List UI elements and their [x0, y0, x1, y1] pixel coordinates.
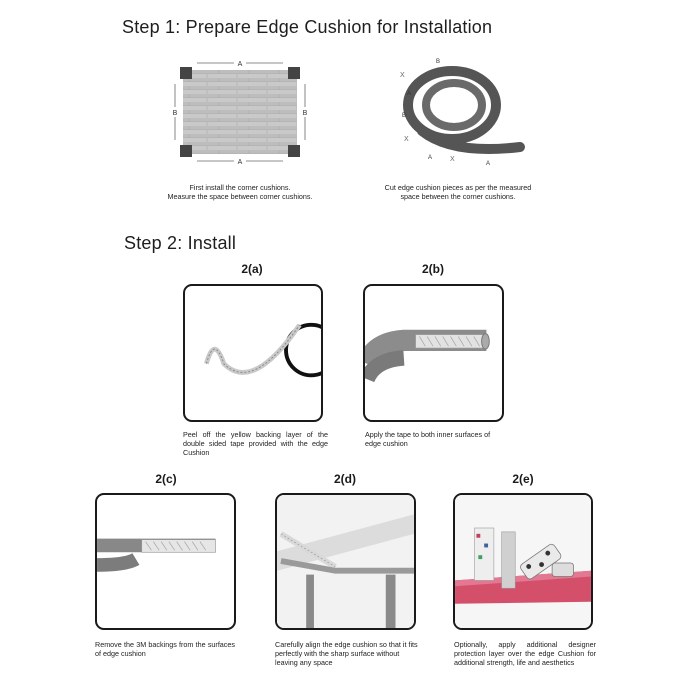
coil-illustration [392, 55, 532, 180]
roll-label-5: A [486, 161, 491, 167]
step1-right-caption [358, 183, 558, 201]
panel-2e-label: 2(e) [512, 472, 534, 486]
label-a-bottom: A [237, 159, 243, 166]
panel-2b-label: 2(b) [422, 262, 444, 276]
remove-backing-illustration [97, 495, 234, 628]
panel-2d-image [275, 493, 416, 630]
designer-layer-illustration [455, 495, 591, 628]
panel-2a-caption: Peel off the yellow backing layer of the double sided tape provided with the edge Cushion [183, 430, 328, 457]
apply-tape-illustration [365, 286, 502, 420]
table-top-illustration [165, 58, 315, 166]
step1-left-caption-line2: Measure the space between corner cushions. [167, 192, 313, 201]
roll-label-2: A [407, 91, 412, 97]
step1-right-caption-line2: space between the corner cushions. [400, 192, 516, 201]
panel-2a-label: 2(a) [241, 262, 263, 276]
roll-label-3: B [402, 113, 407, 119]
label-b-left: B [172, 110, 178, 117]
cut-mark-1: X [400, 72, 405, 79]
panel-2e-caption: Optionally, apply additional designer protection layer over the edge Cushion for additional strength, life and aesthetics [454, 640, 596, 667]
roll-label-4: A [428, 155, 433, 161]
step1-title: Step 1: Prepare Edge Cushion for Installation [122, 17, 493, 37]
label-a-top: A [237, 61, 243, 68]
cut-mark-3: X [450, 156, 455, 163]
panel-2c-image [95, 493, 236, 630]
roll-label-1: B [436, 59, 441, 65]
table-measure-diagram [165, 58, 315, 166]
panel-2e-image [453, 493, 593, 630]
coil-cut-diagram [392, 55, 532, 180]
panel-2b-caption: Apply the tape to both inner surfaces of edge cushion [365, 430, 491, 448]
panel-2a-image [183, 284, 323, 422]
align-cushion-illustration [277, 495, 414, 628]
cut-mark-2: X [404, 136, 409, 143]
panel-2c-caption: Remove the 3M backings from the surfaces of edge cushion [95, 640, 235, 658]
label-b-right: B [302, 110, 308, 117]
peel-tape-illustration [185, 286, 321, 420]
panel-2d-label: 2(d) [334, 472, 356, 486]
panel-2b-image [363, 284, 504, 422]
step1-left-caption [130, 183, 350, 201]
step2-title: Step 2: Install [124, 233, 237, 253]
step1-left-caption-line1: First install the corner cushions. [189, 183, 291, 192]
panel-2d-caption: Carefully align the edge cushion so that it fits perfectly with the sharp surface without leaving any space [275, 640, 418, 667]
step1-right-caption-line1: Cut edge cushion pieces as per the measured [384, 183, 532, 192]
panel-2c-label: 2(c) [155, 472, 177, 486]
